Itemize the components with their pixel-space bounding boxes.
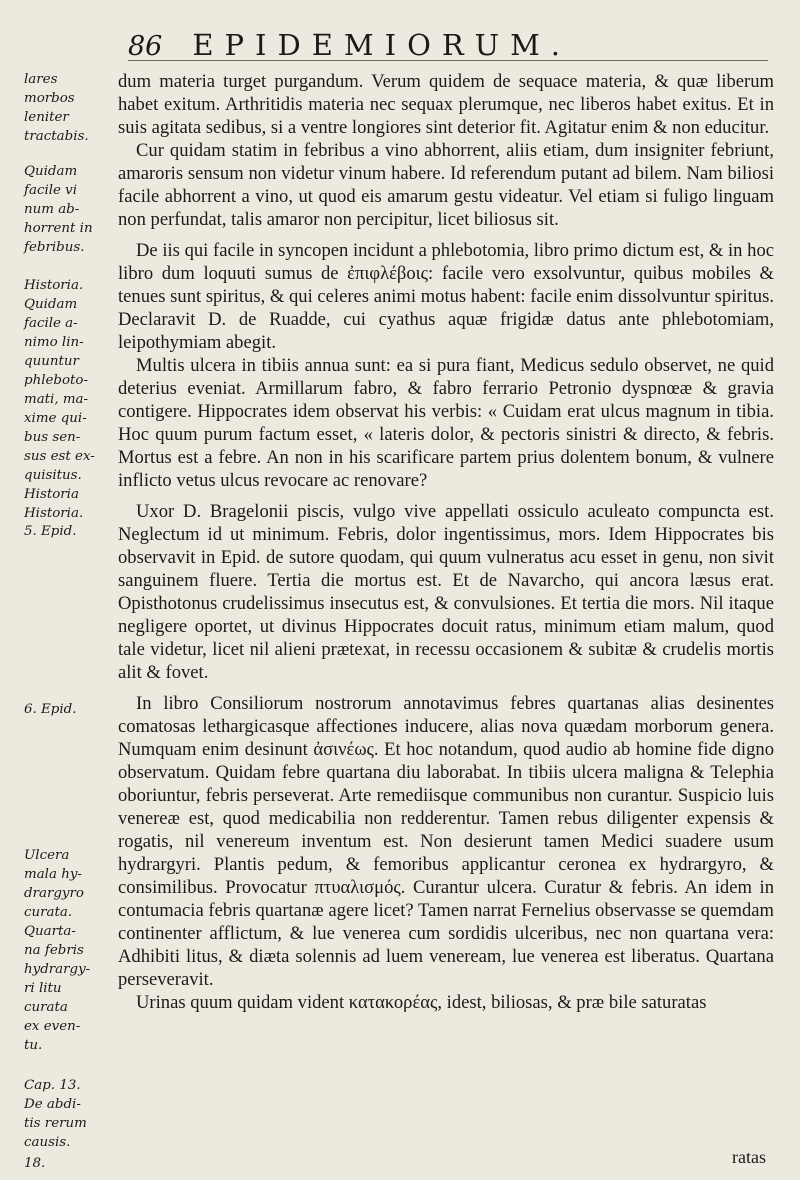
page-number: 86 xyxy=(128,31,163,62)
main-text xyxy=(118,70,774,1014)
margin-note: Cap. 13. De abdi- tis rerum causis. xyxy=(24,1078,87,1150)
margin-note: Ulcera mala hy- drargyro curata. Quarta- na febris hydrargy- ri litu curata ex even- tu. xyxy=(24,848,91,1053)
margin-note: Historia. Quidam facile a- nimo lin- quuntur phleboto- mati, ma- xime qui- bus sen- sus est ex- quisitus. Historia Historia. xyxy=(24,278,95,521)
running-title: EPIDEMIORUM. xyxy=(192,28,572,62)
paragraph: In libro Consiliorum nostrorum annotavimus febres quartanas alias desinentes comatosas lethargicasque affectiones inducere, alias nova quædam morborum genera. Numquam enim desinunt ἀσινέως. Et hoc notandum, quod audio ab homine fide digno observatum. Quidam febre quartana diu laborabat. In tibiis ulcera maligna & Telephia oboriuntur, febris perseverat. Arte remediisque communibus non curantur. Suspicio luis venereæ est, quod medicabilia non redderentur. Tamen rebus diligenter expensis & rogatis, nil venereum inventum est. Non desierunt tamen Medici suadere usum hydrargyri. Plantis pedum, & femoribus applicantur ceronea ex hydrargyro, & consimilibus. Provocatur πτυαλισμός. Curantur ulcera. Curatur & febris. An idem in contumacia febris quartanæ agere licet? Tamen narrat Fernelius observasse se quemdam continenter afflictum, & lue venerea cum sordidis ulceribus, nec non quartana vera: Adhibiti litus, & diæta solennis ad luem veneream, lue venerea est liberatus. Quartana perseveravit. xyxy=(118,693,774,990)
paragraph: dum materia turget purgandum. Verum quidem de sequace materia, & quæ liberum habet exitum. Arthritidis materia nec sequax plerumque, nec liberos habet exitus. Et in suis agitata sedibus, si a ventre longiores sint deterior fit. Agitatur enim & non educitur. xyxy=(118,71,774,138)
margin-note: lares morbos leniter tractabis. xyxy=(24,72,89,144)
paragraph: De iis qui facile in syncopen incidunt a phlebotomia, libro primo dictum est, & in hoc libro dum loquuti sumus de ἐπιφλέβοις: facile vero exsolvuntur, quibus mobiles & tenues sunt spiritus, & qui celeres animi motus habent: facile enim dissolvuntur spiritus. Declaravit D. de Ruadde, cui cyathus aquæ frigidæ datus ante phlebotomiam, leipothymiam abegit. xyxy=(118,240,774,353)
margin-note: 18. xyxy=(24,1156,46,1171)
margin-note: 6. Epid. xyxy=(24,702,77,717)
paragraph: Urinas quum quidam vident κατακορέας, idest, biliosas, & præ bile saturatas xyxy=(136,992,707,1013)
margin-note: Quidam facile vi num ab- horrent in febribus. xyxy=(24,164,93,255)
catchword: ratas xyxy=(732,1147,766,1167)
paragraph: Multis ulcera in tibiis annua sunt: ea si pura fiant, Medicus sedulo observet, ne quid deterius eveniat. Armillarum fabro, & fabro ferrario Petronio dyspnœæ & gravia contigere. Hippocrates idem observat his verbis: « Cuidam erat ulcus magnum in tibia. Hoc quum purum factum esset, « lateris dolor, & pectoris sinistri & directo, & febris. Mortus est a febre. An non in his scarificare partem prius dolentem bonum, & vulnere inflicto vetus ulcus revocare ac renovare? xyxy=(118,355,774,491)
margin-note: 5. Epid. xyxy=(24,524,77,539)
paragraph: Cur quidam statim in febribus a vino abhorrent, aliis etiam, dum insigniter febriunt, amaroris sensum non videtur vinum habere. Id referendum putant ad bilem. Nam biliosi facile abhorrent a vino, ut quod eis amarum gestu videatur. Vel etiam si fuligo linguam non perfundat, talis amaror non percipitur, licet biliosus sit. xyxy=(118,140,774,230)
margin-notes xyxy=(24,70,116,1170)
page-header xyxy=(128,18,768,61)
paragraph: Uxor D. Bragelonii piscis, vulgo vive appellati ossiculo aculeato compuncta est. Neglectum id ut minimum. Febris, dolor ingentissimus, mors. Idem Hippocrates bis observavit in Epid. de sutore quodam, qui quum vulneratus acu esset in genu, non sivit sanguinem fluere. Tertia die mortus est. Et de Navarcho, qui ancora læsus erat. Opisthotonus crudelissimus insecutus est, & convulsiones. Et tertia die mors. Nil itaque negligere oportet, ut divinus Hippocrates docuit ratus, minimum etiam malum, quod tale videtur, licet nil alieni prætexat, in recessu occasionem & subitæ & crudelis mortis alit & fovet. xyxy=(118,501,774,683)
